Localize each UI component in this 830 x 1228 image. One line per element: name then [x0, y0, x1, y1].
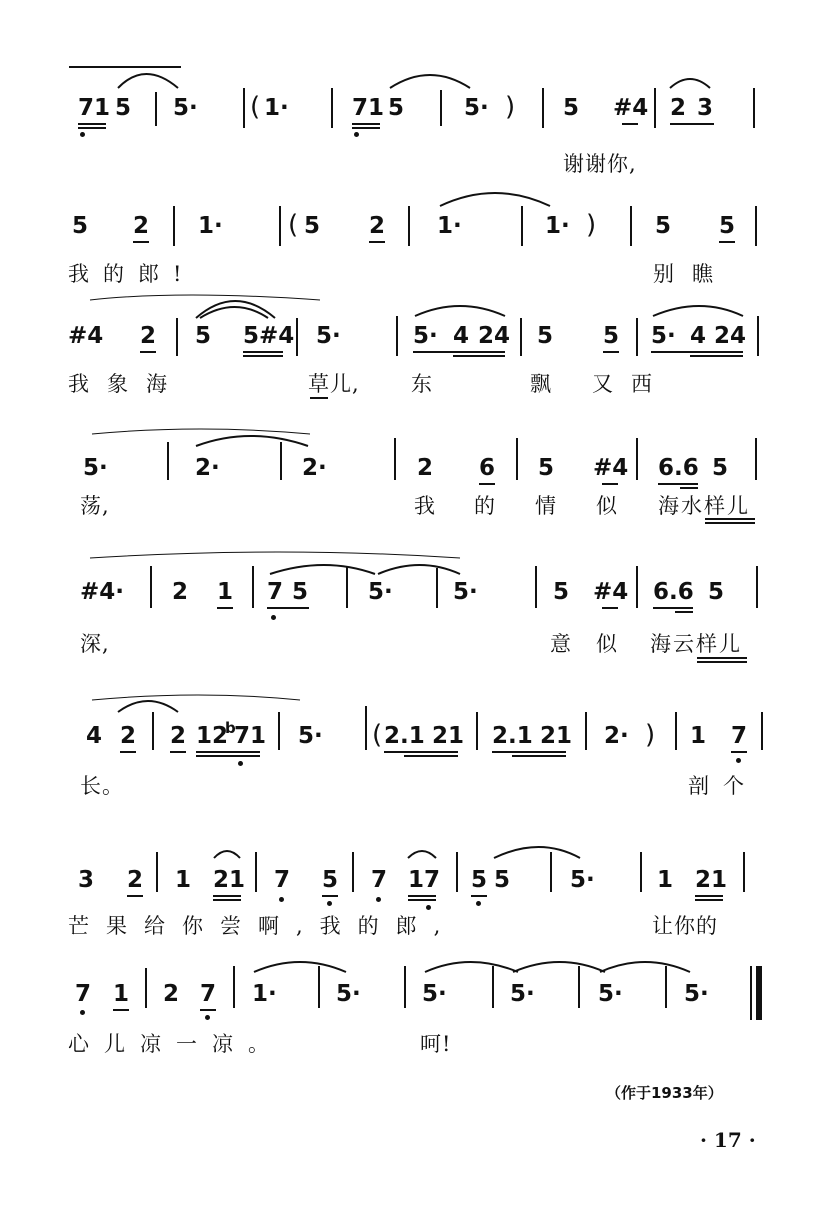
lyric: 意	[550, 632, 572, 656]
note: 5·	[413, 323, 438, 349]
note: 5·	[422, 981, 447, 1007]
note: 5	[538, 455, 555, 481]
note: 5	[712, 455, 729, 481]
note: 7	[75, 981, 92, 1007]
lyric: 又西	[592, 372, 670, 396]
note: 5	[494, 867, 511, 893]
note: 5	[655, 213, 672, 239]
note: #4	[68, 323, 104, 349]
note: 5	[72, 213, 89, 239]
note: 1	[657, 867, 674, 893]
note: 2	[140, 323, 157, 349]
note: 2	[120, 723, 137, 749]
note: 17	[408, 867, 441, 893]
note: 2	[163, 981, 180, 1007]
lyric: 深,	[80, 632, 110, 656]
note: 2	[172, 579, 189, 605]
lyric: 我象海	[68, 372, 185, 396]
note: #4	[593, 579, 629, 605]
lyric: 谢谢你,	[563, 152, 637, 176]
lyric: 呵!	[420, 1032, 452, 1056]
lyric: 让你的	[652, 914, 718, 938]
note: 5·	[651, 323, 676, 349]
note: 5	[708, 579, 725, 605]
note: 21	[432, 723, 465, 749]
note: #4·	[80, 579, 125, 605]
note: 21	[540, 723, 573, 749]
note: 5·	[453, 579, 478, 605]
note: 2	[170, 723, 187, 749]
lyric: 飘	[530, 372, 552, 396]
lyric: 海水样儿	[658, 494, 750, 518]
note: 7	[267, 579, 284, 605]
note: 2·	[195, 455, 220, 481]
paren-open: (	[250, 92, 261, 122]
note: 5	[471, 867, 488, 893]
note: 7	[371, 867, 388, 893]
lyric: 的	[474, 494, 496, 518]
lyric: 似	[596, 632, 618, 656]
note: 7	[274, 867, 291, 893]
lyric: 芒果给你尝啊,我的郎,	[68, 914, 458, 938]
lyric: 长。	[80, 774, 124, 798]
note: #4	[593, 455, 629, 481]
note: 21	[213, 867, 246, 893]
note: 5	[603, 323, 620, 349]
note: 5·	[598, 981, 623, 1007]
note: 3	[697, 95, 714, 121]
note: 4	[453, 323, 470, 349]
note: 1	[690, 723, 707, 749]
note: 5·	[83, 455, 108, 481]
note: 1	[113, 981, 130, 1007]
note: 5·	[684, 981, 709, 1007]
note: 5·	[316, 323, 341, 349]
note: 2	[417, 455, 434, 481]
note: 5·	[173, 95, 198, 121]
note: 2.1	[384, 723, 425, 749]
note: 2·	[302, 455, 327, 481]
note: 5·	[570, 867, 595, 893]
note: 4	[86, 723, 103, 749]
note: 21	[695, 867, 728, 893]
note: 71	[234, 723, 267, 749]
note: 4	[690, 323, 707, 349]
note: 1·	[252, 981, 277, 1007]
composition-date: （作于1933年）	[606, 1084, 723, 1102]
note: 1·	[198, 213, 223, 239]
note: 5·	[368, 579, 393, 605]
page-number: · 17 ·	[700, 1128, 756, 1152]
note: 5	[537, 323, 554, 349]
note: 2	[369, 213, 386, 239]
note: 5	[719, 213, 736, 239]
note: 5	[322, 867, 339, 893]
note: 5	[292, 579, 309, 605]
note: 1·	[437, 213, 462, 239]
note: 71	[352, 95, 385, 121]
note: 2	[133, 213, 150, 239]
note: 2.1	[492, 723, 533, 749]
note: 6.6	[653, 579, 694, 605]
paren-open: (	[372, 720, 383, 750]
note: 12	[196, 723, 229, 749]
note: 2	[127, 867, 144, 893]
lyric: 情	[535, 494, 557, 518]
note: 7	[731, 723, 748, 749]
lyric: 海云样儿	[650, 632, 742, 656]
note: 24	[478, 323, 511, 349]
note: 5·	[510, 981, 535, 1007]
lyric: 似	[596, 494, 618, 518]
note: 2	[670, 95, 687, 121]
note: b	[225, 719, 236, 737]
note: 1	[175, 867, 192, 893]
lyric: 草儿,	[308, 372, 360, 396]
note: 5	[115, 95, 132, 121]
lyric: 别瞧	[653, 262, 731, 286]
note: 5·	[464, 95, 489, 121]
note: 1·	[264, 95, 289, 121]
note: 2·	[604, 723, 629, 749]
paren-close: )	[586, 210, 597, 240]
note: 3	[78, 867, 95, 893]
note: 5	[553, 579, 570, 605]
note: #4	[613, 95, 649, 121]
note: 5#4	[243, 323, 295, 349]
note: 5	[388, 95, 405, 121]
note: 5·	[298, 723, 323, 749]
note: 6.6	[658, 455, 699, 481]
note: 5	[563, 95, 580, 121]
lyric: 东	[411, 372, 433, 396]
lyric: 心儿凉一凉。	[68, 1032, 284, 1056]
note: 1·	[545, 213, 570, 239]
note: 7	[200, 981, 217, 1007]
note: 5	[195, 323, 212, 349]
paren-open: (	[288, 210, 299, 240]
note: 24	[714, 323, 747, 349]
note: 71	[78, 95, 111, 121]
paren-close: )	[645, 720, 656, 750]
note: 6	[479, 455, 496, 481]
lyric: 我	[414, 494, 436, 518]
note: 1	[217, 579, 234, 605]
paren-close: )	[505, 92, 516, 122]
note: 5	[304, 213, 321, 239]
note: 5·	[336, 981, 361, 1007]
lyric: 剖个	[688, 774, 758, 798]
lyric: 荡,	[80, 494, 110, 518]
lyric: 我的郎!	[68, 262, 196, 286]
